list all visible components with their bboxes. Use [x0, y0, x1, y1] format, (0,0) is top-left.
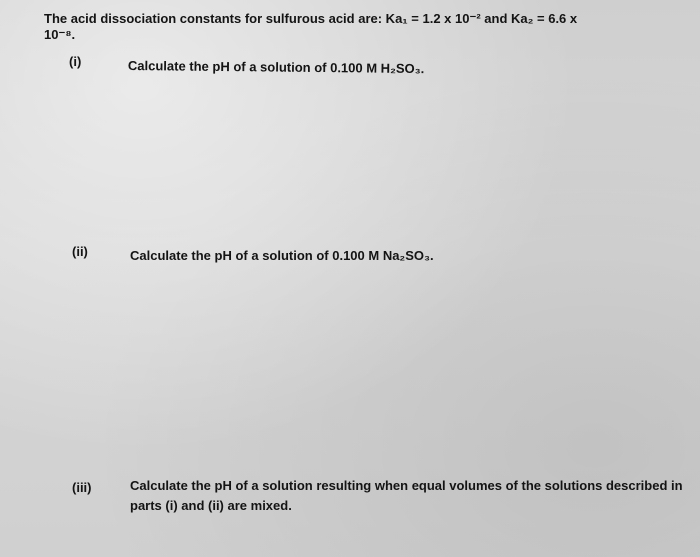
- problem-intro: [44, 12, 577, 43]
- intro-line-2: 10⁻⁸.: [44, 27, 76, 43]
- intro-line-1: The acid dissociation constants for sulfurous acid are: Ka₁ = 1.2 x 10⁻² and Ka₂ = 6.6 x: [44, 11, 578, 26]
- question-text-i: Calculate the pH of a solution of 0.100 M H₂SO₃.: [127, 58, 425, 77]
- question-label-iii: (iii): [72, 480, 92, 495]
- question-label-i: (i): [69, 54, 82, 69]
- question-text-ii: Calculate the pH of a solution of 0.100 M Na₂SO₃.: [130, 248, 434, 263]
- question-text-iii: Calculate the pH of a solution resulting when equal volumes of the solutions described in parts (i) and (ii) are mixed.: [130, 478, 683, 514]
- question-label-ii: (ii): [72, 244, 88, 259]
